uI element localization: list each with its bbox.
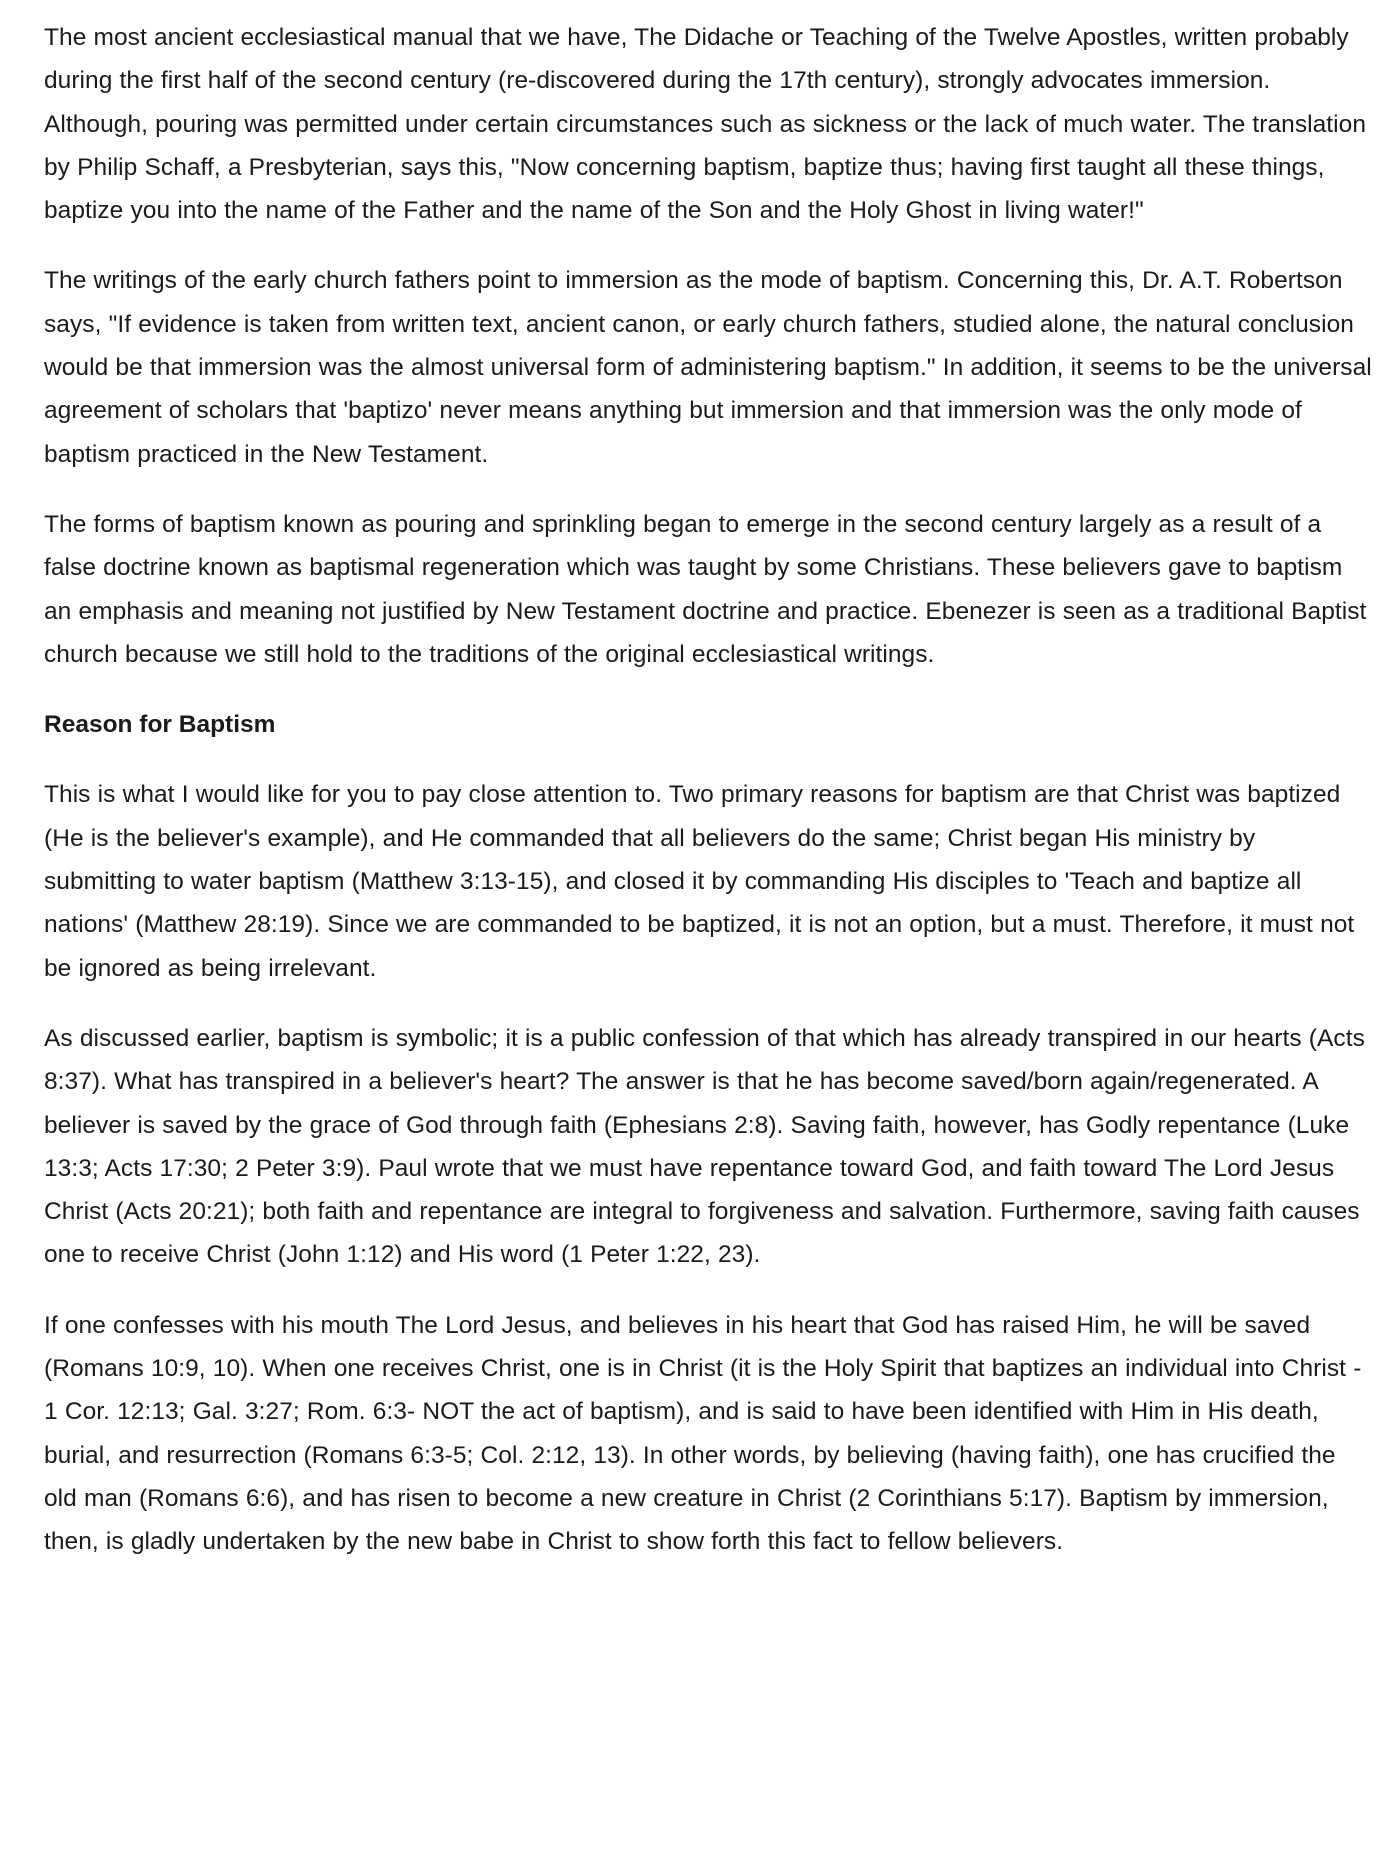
paragraph-symbolic: As discussed earlier, baptism is symbolic; it is a public confession of that which has already transpired in our hearts (Acts 8:37). What has transpired in a believer's heart? The answer is that he has become saved/born again/regenerated. A believer is saved by the grace of God through faith (Ephesians 2:8). Saving faith, however, has Godly repentance (Luke 13:3; Acts 17:30; 2 Peter 3:9). Paul wrote that we must have repentance toward God, and faith toward The Lord Jesus Christ (Acts 20:21); both faith and repentance are integral to forgiveness and salvation. Furthermore, saving faith causes one to receive Christ (John 1:12) and His word (1 Peter 1:22, 23). xyxy=(44,1024,1365,1269)
paragraph-didache: The most ancient ecclesiastical manual that we have, The Didache or Teaching of the Twelve Apostles, written probably during the first half of the second century (re-discovered during the 17th century), strongly advocates immersion. Although, pouring was permitted under certain circumstances such as sickness or the lack of much water. The translation by Philip Schaff, a Presbyterian, says this, "Now concerning baptism, baptize thus; having first taught all these things, baptize you into the name of the Father and the name of the Son and the Holy Ghost in living water!" xyxy=(44,24,1366,225)
section-heading: Reason for Baptism xyxy=(44,711,276,739)
paragraph-pouring-sprinkling: The forms of baptism known as pouring and sprinkling began to emerge in the second century largely as a result of a false doctrine known as baptismal regeneration which was taught by some Christians. These believers gave to baptism an emphasis and meaning not justified by New Testament doctrine and practice. Ebenezer is seen as a traditional Baptist church because we still hold to the traditions of the original ecclesiastical writings. xyxy=(44,510,1367,668)
paragraph-confession: If one confesses with his mouth The Lord Jesus, and believes in his heart that God has raised Him, he will be saved (Romans 10:9, 10). When one receives Christ, one is in Christ (it is the Holy Spirit that baptizes an individual into Christ - 1 Cor. 12:13; Gal. 3:27; Rom. 6:3- NOT the act of baptism), and is said to have been identified with Him in His death, burial, and resurrection (Romans 6:3-5; Col. 2:12, 13). In other words, by believing (having faith), one has crucified the old man (Romans 6:6), and has risen to become a new creature in Christ (2 Corinthians 5:17). Baptism by immersion, then, is gladly undertaken by the new babe in Christ to show forth this fact to fellow believers. xyxy=(44,1311,1362,1556)
paragraph-church-fathers: The writings of the early church fathers point to immersion as the mode of baptism. Concerning this, Dr. A.T. Robertson says, "If evidence is taken from written text, ancient canon, or early church fathers, studied alone, the natural conclusion would be that immersion was the almost universal form of administering baptism." In addition, it seems to be the universal agreement of scholars that 'baptizo' never means anything but immersion and that immersion was the only mode of baptism practiced in the New Testament. xyxy=(44,267,1372,468)
paragraph-reasons: This is what I would like for you to pay close attention to. Two primary reasons for baptism are that Christ was baptized (He is the believer's example), and He commanded that all believers do the same; Christ began His ministry by submitting to water baptism (Matthew 3:13-15), and closed it by commanding His disciples to 'Teach and baptize all nations' (Matthew 28:19). Since we are commanded to be baptized, it is not an option, but a must. Therefore, it must not be ignored as being irrelevant. xyxy=(44,781,1355,982)
document-page xyxy=(44,16,1374,1564)
